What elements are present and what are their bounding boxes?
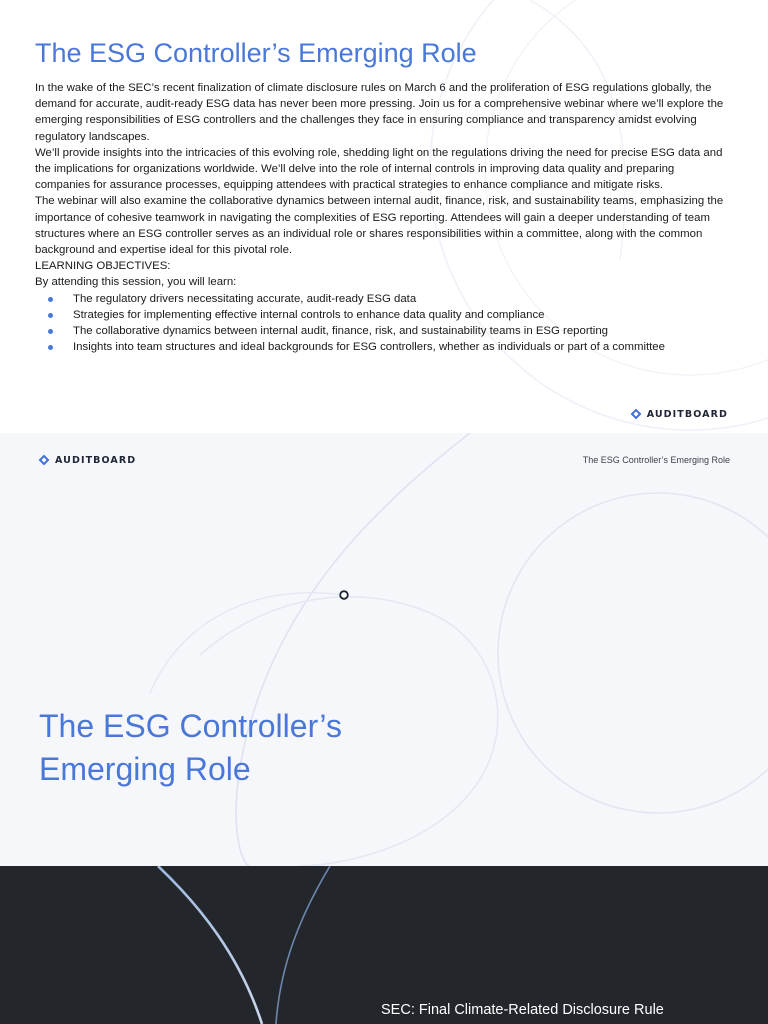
description-paragraph: The webinar will also examine the collaborative dynamics between internal audit, finance, risk, and sustainability teams, emphasizing the importance of cohesive teamwork in navigating the complexities of ESG reporting. Attendees will gain a deeper understanding of team structures where an ESG controller serves as an individual role or shares responsibilities within a committee, along with the common background and expertise ideal for this pivotal role. (35, 195, 724, 257)
auditboard-logo-icon (38, 454, 50, 466)
description-page (0, 0, 768, 433)
bullet-dot-icon (48, 313, 53, 318)
objectives-list (35, 291, 725, 356)
auditboard-logo-icon (630, 408, 642, 420)
description-content (35, 36, 725, 355)
section-title: SEC: Final Climate-Related Disclosure Rule (381, 1002, 664, 1018)
description-title: The ESG Controller’s Emerging Role (35, 38, 477, 68)
list-item (35, 323, 725, 339)
auditboard-logo (630, 408, 728, 420)
decorative-arcs (0, 433, 768, 866)
logo-wordmark: AUDITBOARD (646, 408, 728, 420)
list-item (35, 339, 725, 355)
auditboard-logo (38, 454, 136, 466)
accent-ring (340, 591, 348, 599)
bullet-dot-icon (48, 345, 53, 350)
description-paragraph: We’ll provide insights into the intricacies of this evolving role, shedding light on the regulations driving the need for precise ESG data and the implications for organizations worldwide. We’ll delve into the role of internal controls in improving data quality and preparing companies for assurance processes, equipping attendees with practical strategies to enhance compliance and mitigate risks. (35, 146, 723, 192)
bullet-dot-icon (48, 297, 53, 302)
description-paragraph: In the wake of the SEC’s recent finalization of climate disclosure rules on March 6 and the proliferation of ESG regulations globally, the demand for accurate, audit-ready ESG data has never been more pressing. Join us for a comprehensive webinar where we’ll explore the emerging responsibilities of ESG controllers and the challenges they face in ensuring compliance and transparency amidst evolving regulatory landscapes. (35, 82, 724, 143)
logo-wordmark: AUDITBOARD (55, 454, 137, 466)
section-page (0, 866, 768, 1024)
objective-text: Insights into team structures and ideal backgrounds for ESG controllers, whether as individuals or part of a committee (73, 341, 665, 354)
objective-text: Strategies for implementing effective internal controls to enhance data quality and compliance (73, 308, 545, 321)
bullet-dot-icon (48, 329, 53, 334)
running-header: The ESG Controller’s Emerging Role (582, 455, 730, 465)
list-item (35, 291, 725, 307)
objectives-heading: LEARNING OBJECTIVES: (35, 260, 171, 273)
objectives-intro: By attending this session, you will learn: (35, 276, 237, 289)
list-item (35, 307, 725, 323)
cover-title (39, 705, 459, 791)
objective-text: The collaborative dynamics between internal audit, finance, risk, and sustainability teams in ESG reporting (73, 325, 609, 338)
cover-page (0, 433, 768, 866)
objective-text: The regulatory drivers necessitating accurate, audit-ready ESG data (73, 292, 417, 305)
cover-title-line: Emerging Role (39, 751, 251, 787)
cover-title-line: The ESG Controller’s (39, 708, 342, 744)
